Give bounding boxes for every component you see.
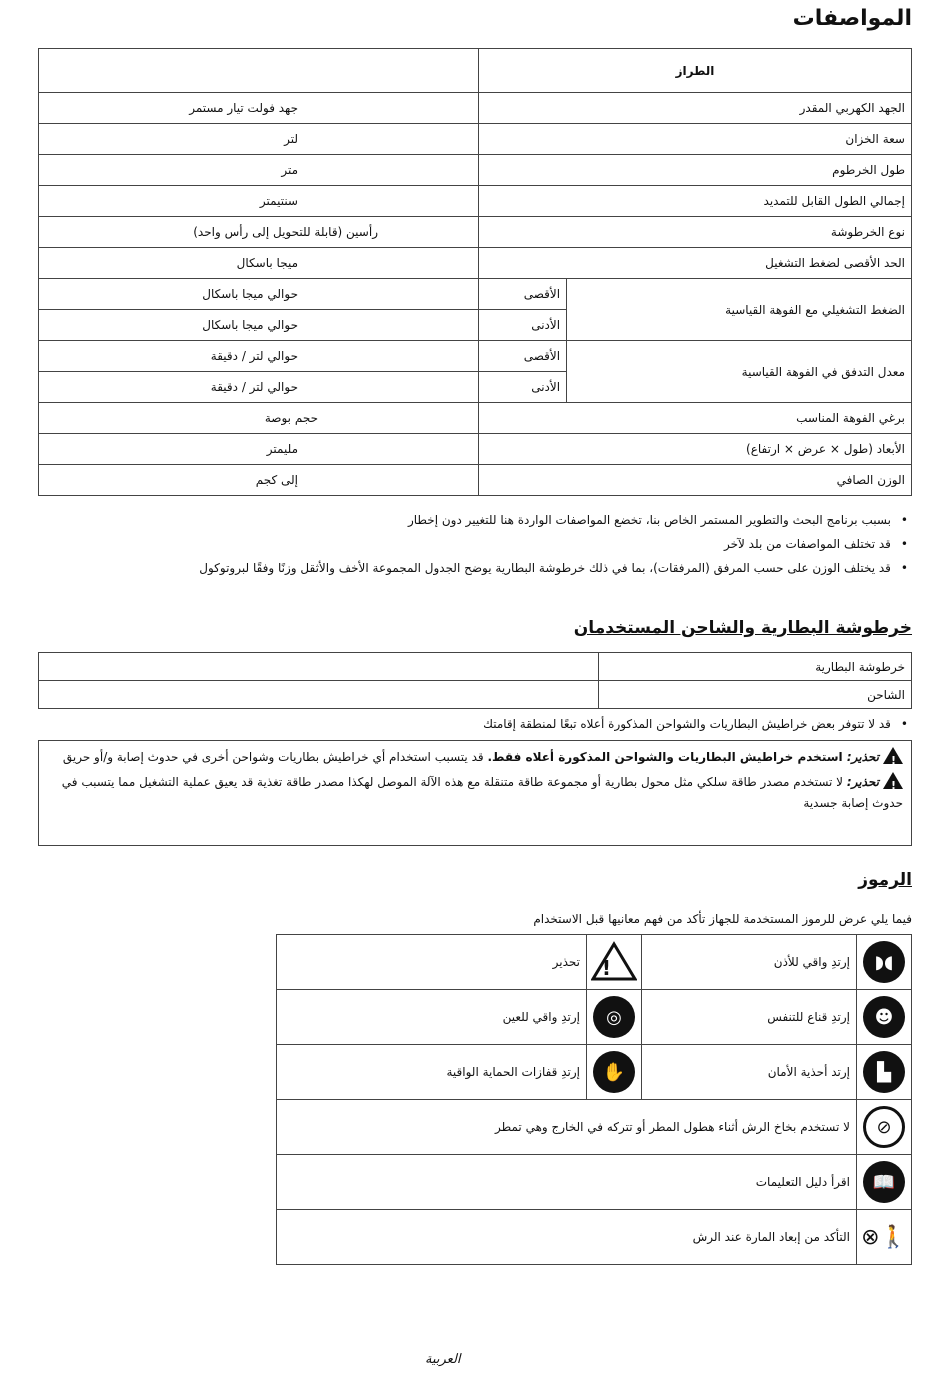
table-row [39,434,912,465]
row-value: حوالي لتر / دقيقة [39,341,479,372]
table-row [39,186,912,217]
symbols-heading: الرموز [858,870,912,890]
warning-box [38,740,912,846]
row-label: الأبعاد (طول × عرض × ارتفاع) [479,434,912,465]
row-label: برغي الفوهة المناسب [479,403,912,434]
model-header: الطراز [479,49,912,93]
symbol-label: إرتدِ واقي للعين [277,990,587,1045]
svg-text:!: ! [601,955,611,980]
symbols-intro: فيما يلي عرض للرموز المستخدمة للجهاز تأكد من فهم معانيها قبل الاستخدام [533,912,912,926]
table-row [39,341,912,372]
list-item: • قد تختلف المواصفات من بلد لآخر [199,532,912,556]
ear-protection-icon: ◖◗ [857,935,912,990]
no-rain-icon: ⊘ [857,1100,912,1155]
eye-protection-icon: ◎ [587,990,642,1045]
row-value: سنتيمتر [39,186,479,217]
row-label: سعة الخزان [479,124,912,155]
row-value [39,653,599,681]
row-value: حوالي لتر / دقيقة [39,372,479,403]
row-value: حوالي ميجا باسكال [39,310,479,341]
symbol-label: إرتدِ قناع للتنفس [642,990,857,1045]
list-item: • قد يختلف الوزن على حسب المرفق (المرفقات)، بما في ذلك خرطوشة البطارية يوضح الجدول المجموعة الأخف والأثقل وزنًا وفقًا لبروتوكول [199,556,912,580]
keep-bystanders-away-icon: 🚶⊗ [857,1210,912,1265]
symbol-label: لا تستخدم بخاخ الرش أثناء هطول المطر أو تتركه في الخارج وهي تمطر [277,1100,857,1155]
row-value: رأسين (قابلة للتحويل إلى رأس واحد) [39,217,479,248]
table-row [277,1045,912,1100]
row-label: الوزن الصافي [479,465,912,496]
safety-boots-icon: ▙ [857,1045,912,1100]
row-value: مليمتر [39,434,479,465]
table-row [39,681,912,709]
row-value: إلى كجم [39,465,479,496]
row-label: معدل التدفق في الفوهة القياسية [567,341,912,403]
table-row [277,1155,912,1210]
warning-item [47,772,903,814]
row-value: ميجا باسكال [39,248,479,279]
table-row [277,1100,912,1155]
warning-triangle-icon [587,935,642,990]
table-row [277,1210,912,1265]
page-title: المواصفات [792,6,912,31]
row-value: لتر [39,124,479,155]
symbol-label: اقرأ دليل التعليمات [277,1155,857,1210]
row-label: نوع الخرطوشة [479,217,912,248]
sub-label: الأقصى [479,341,567,372]
footer-language: العربية [425,1352,461,1367]
symbol-label: إرتد أحذية الأمان [642,1045,857,1100]
symbol-label: إرتدِ واقي للأذن [642,935,857,990]
row-value: جهد فولت تيار مستمر [39,93,479,124]
row-value: حوالي ميجا باسكال [39,279,479,310]
table-row [39,124,912,155]
list-item: • بسبب برنامج البحث والتطوير المستمر الخاص بنا، تخضع المواصفات الواردة هنا للتغيير دون إخطار [199,508,912,532]
spec-table [38,48,912,496]
table-row [39,155,912,186]
gloves-icon: ✋ [587,1045,642,1100]
sub-label: الأقصى [479,279,567,310]
symbol-label: إرتدِ قفازات الحماية الواقية [277,1045,587,1100]
table-row [39,93,912,124]
warning-label: تحذير: [846,750,879,764]
sub-label: الأدنى [479,310,567,341]
warning-text: لا تستخدم مصدر طاقة سلكي مثل محول بطارية أو مجموعة طاقة متنقلة مع هذه الآلة الموصل لهكذا مصدر طاقة تغذية قد يعيق عملية التشغيل مما يتسبب في حدوث إصابة جسدية [61,775,903,810]
symbols-table [276,934,912,1265]
warning-label: تحذير: [846,775,879,789]
battery-heading: خرطوشة البطارية والشاحن المستخدمان [573,618,912,638]
battery-notes [483,712,912,736]
table-row [39,248,912,279]
row-label: الضغط التشغيلي مع الفوهة القياسية [567,279,912,341]
row-label: الحد الأقصى لضغط التشغيل [479,248,912,279]
row-label: إجمالي الطول القابل للتمديد [479,186,912,217]
warning-icon [883,772,903,789]
table-row [277,990,912,1045]
respirator-icon: ☻ [857,990,912,1045]
row-label: خرطوشة البطارية [599,653,912,681]
symbol-label: التأكد من إبعاد المارة عند الرش [277,1210,857,1265]
table-row [39,217,912,248]
list-item: • قد لا تتوفر بعض خراطيش البطاريات والشواحن المذكورة أعلاه تبعًا لمنطقة إقامتك [483,712,912,736]
table-row [39,653,912,681]
table-row [39,403,912,434]
warning-icon [883,747,903,764]
row-label: الشاحن [599,681,912,709]
table-row [39,465,912,496]
warning-item [47,747,903,768]
warning-bold: استخدم خراطيش البطاريات والشواحن المذكورة أعلاه فقط. [487,750,843,764]
symbol-label: تحذير [277,935,587,990]
battery-table [38,652,912,709]
read-manual-icon: 📖 [857,1155,912,1210]
table-row [39,279,912,310]
model-value [39,49,479,93]
row-label: الجهد الكهربي المقدر [479,93,912,124]
row-label: طول الخرطوم [479,155,912,186]
warning-text: قد يتسبب استخدام أي خراطيش بطاريات وشواحن أخرى في حدوث إصابة و/أو حريق [62,750,488,764]
sub-label: الأدنى [479,372,567,403]
table-row [277,935,912,990]
row-value: متر [39,155,479,186]
row-value: حجم بوصة [39,403,479,434]
row-value [39,681,599,709]
spec-notes [199,508,912,580]
